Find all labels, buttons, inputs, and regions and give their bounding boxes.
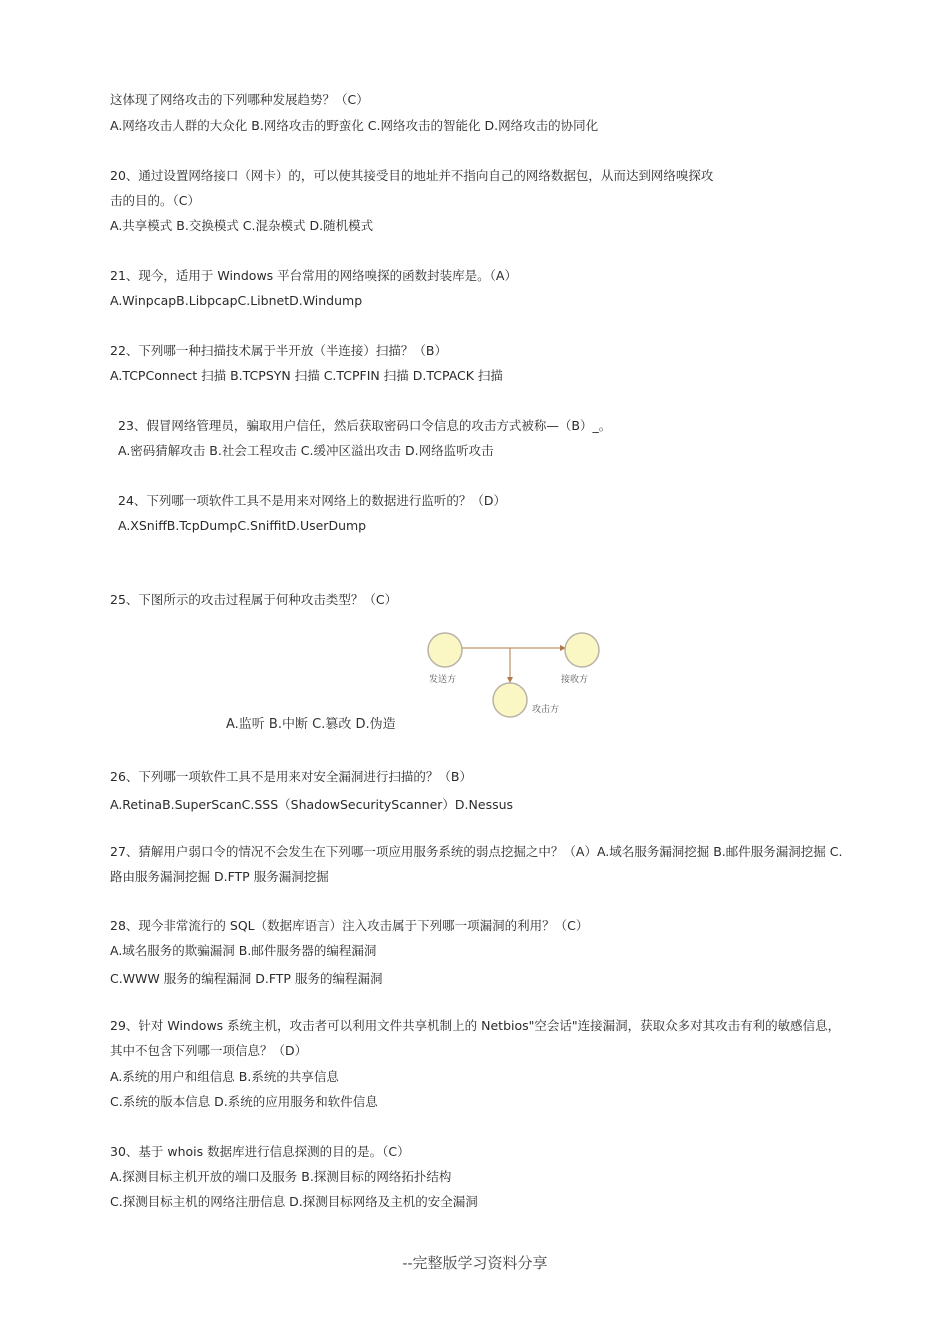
- question-30: 30、基于 whois 数据库进行信息探测的目的是。（C）: [110, 1144, 410, 1159]
- options-24: A.XSniffB.TcpDumpC.SniffitD.UserDump: [118, 518, 367, 533]
- question-28: 28、现今非常流行的 SQL（数据库语言）注入攻击属于下列哪一项漏洞的利用？（C）: [110, 918, 589, 933]
- question-24: 24、下列哪一项软件工具不是用来对网络上的数据进行监听的？（D）: [118, 493, 507, 508]
- question-20-cont: 击的目的。（C）: [110, 193, 200, 208]
- options-line: A.网络攻击人群的大众化 B.网络攻击的野蛮化 C.网络攻击的智能化 D.网络攻击的协同化: [110, 118, 599, 133]
- attacker-node: [493, 683, 527, 717]
- options-30a: A.探测目标主机开放的端口及服务 B.探测目标的网络拓扑结构: [110, 1169, 452, 1184]
- figure-options: A.监听 B.中断 C.篡改 D.伪造: [226, 717, 396, 732]
- attack-diagram: [425, 628, 605, 724]
- receiver-node: [565, 633, 599, 667]
- options-29b: C.系统的版本信息 D.系统的应用服务和软件信息: [110, 1094, 378, 1109]
- question-21: 21、现今，适用于 Windows 平台常用的网络嗅探的函数封装库是。（A）: [110, 268, 517, 283]
- options-20: A.共享模式 B.交换模式 C.混杂模式 D.随机模式: [110, 218, 374, 233]
- attack-diagram-svg: [425, 628, 605, 724]
- question-27: 27、猜解用户弱口令的情况不会发生在下列哪一项应用服务系统的弱点挖掘之中？（A）A.域名服务漏洞挖掘 B.邮件服务漏洞挖掘 C.路由服务漏洞挖掘 D.FTP 服务漏洞挖掘: [110, 844, 843, 884]
- question-22: 22、下列哪一种扫描技术属于半开放（半连接）扫描？（B）: [110, 343, 447, 358]
- question-26: 26、下列哪一项软件工具不是用来对安全漏洞进行扫描的？（B）: [110, 769, 472, 784]
- footer-text: --完整版学习资料分享: [402, 1254, 548, 1272]
- sender-node: [428, 633, 462, 667]
- options-22: A.TCPConnect 扫描 B.TCPSYN 扫描 C.TCPFIN 扫描 D.TCPACK 扫描: [110, 368, 503, 383]
- receiver-label: 接收方: [561, 675, 589, 685]
- options-29a: A.系统的用户和组信息 B.系统的共享信息: [110, 1069, 339, 1084]
- question-line: 这体现了网络攻击的下列哪种发展趋势？（C）: [110, 92, 369, 107]
- question-23: 23、假冒网络管理员，骗取用户信任，然后获取密码口令信息的攻击方式被称—（B）_。: [118, 418, 612, 433]
- options-28a: A.域名服务的欺骗漏洞 B.邮件服务器的编程漏洞: [110, 943, 377, 958]
- question-29: 29、针对 Windows 系统主机，攻击者可以利用文件共享机制上的 Netbios"空会话"连接漏洞，获取众多对其攻击有利的敏感信息，其中不包含下列哪一项信息？（D）: [110, 1018, 841, 1058]
- options-30b: C.探测目标主机的网络注册信息 D.探测目标网络及主机的安全漏洞: [110, 1194, 478, 1209]
- options-26: A.RetinaB.SuperScanC.SSS（ShadowSecurityScanner）D.Nessus: [110, 797, 514, 812]
- options-21: A.WinpcapB.LibpcapC.LibnetD.Windump: [110, 293, 363, 308]
- options-28b: C.WWW 服务的编程漏洞 D.FTP 服务的编程漏洞: [110, 971, 383, 986]
- question-20: 20、通过设置网络接口（网卡）的，可以使其接受目的地址并不指向自己的网络数据包，从而达到网络嗅探攻: [110, 168, 714, 183]
- question-25: 25、下图所示的攻击过程属于何种攻击类型？（C）: [110, 592, 398, 607]
- sender-label: 发送方: [429, 675, 457, 685]
- options-23: A.密码猜解攻击 B.社会工程攻击 C.缓冲区溢出攻击 D.网络监听攻击: [118, 443, 494, 458]
- attacker-label: 攻击方: [532, 705, 560, 715]
